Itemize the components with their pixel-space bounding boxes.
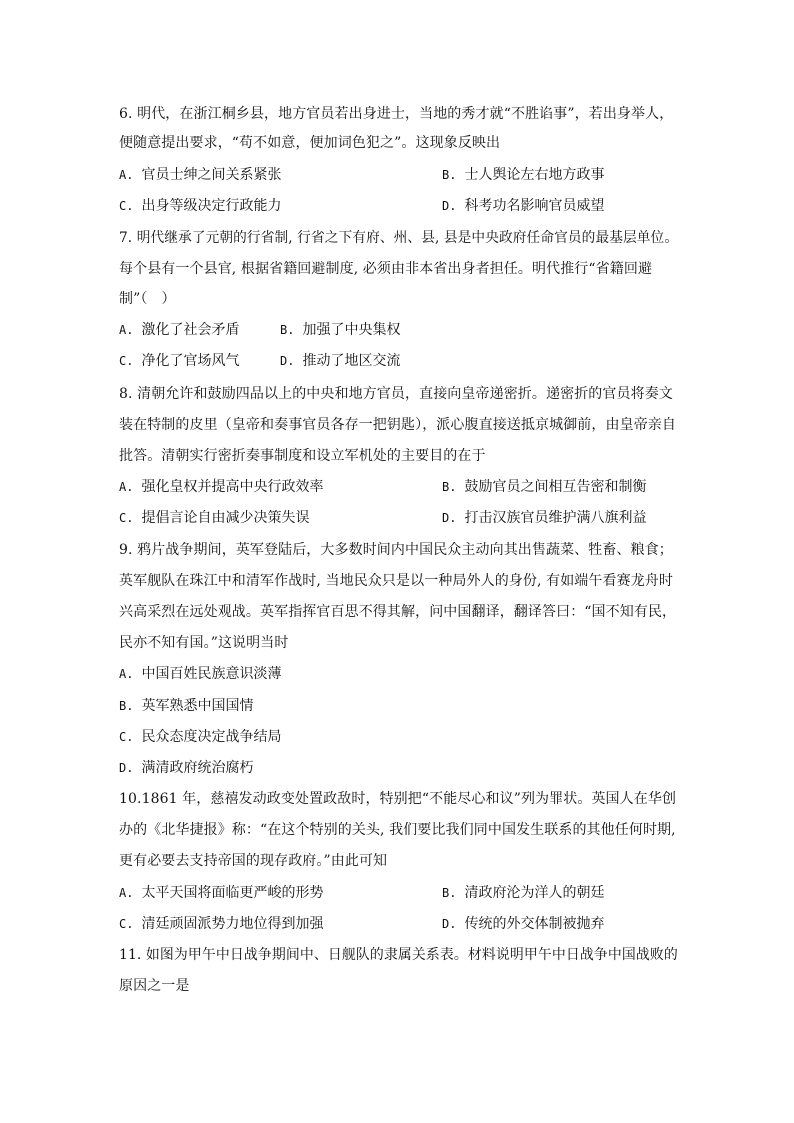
option-key: C. (119, 730, 134, 744)
question-10-line-3: 更有必要去支持帝国的现存政府。”由此可知 (119, 853, 388, 869)
option-key: A. (119, 886, 134, 900)
option-key: C. (119, 354, 134, 368)
option-text: 中国百姓民族意识淡薄 (141, 666, 282, 682)
option-text: 民众态度决定战争结局 (141, 729, 282, 745)
question-9-line-1: 9. 鸦片战争期间，英军登陆后，大多数时间内中国民众主动向其出售蔬菜、牲畜、粮食； (119, 542, 673, 558)
option-text: 官员士绅之间关系紧张 (141, 167, 282, 183)
question-10-option-c (119, 914, 323, 934)
option-text: 士人舆论左右地方政事 (464, 167, 605, 183)
question-6-option-a (119, 165, 281, 185)
question-6-option-b (442, 165, 604, 185)
option-text: 清政府沦为洋人的朝廷 (464, 885, 605, 901)
question-7-line-1: 7. 明代继承了元朝的行省制, 行省之下有府、州、县, 县是中央政府任命官员的最基层单位。 (119, 230, 679, 246)
option-key: A. (119, 168, 134, 182)
option-text: 提倡言论自由减少决策失误 (141, 510, 310, 526)
question-10-option-d (442, 914, 604, 934)
option-text: 净化了官场风气 (141, 353, 240, 369)
option-key: B. (119, 699, 134, 713)
option-key: C. (119, 199, 134, 213)
question-9-option-d (119, 758, 253, 778)
option-key: B. (442, 480, 457, 494)
option-key: D. (442, 917, 457, 931)
option-text: 打击汉族官员维护满八旗利益 (464, 510, 647, 526)
question-11-line-1: 11. 如图为甲午中日战争期间中、日舰队的隶属关系表。材料说明甲午中日战争中国战败的 (119, 947, 678, 963)
question-7-option-d (280, 351, 400, 371)
option-text: 太平天国将面临更严峻的形势 (141, 885, 324, 901)
question-8-line-3: 批答。清朝实行密折奏事制度和设立军机处的主要目的在于 (119, 448, 486, 464)
option-key: B. (280, 323, 295, 337)
question-9-option-b (119, 696, 253, 716)
option-text: 英军熟悉中国国情 (141, 698, 254, 714)
question-7-option-c (119, 351, 239, 371)
option-text: 满清政府统治腐朽 (141, 760, 254, 776)
question-7-option-b (280, 320, 400, 340)
option-key: D. (442, 511, 457, 525)
question-6-option-d (442, 196, 604, 216)
question-8-line-1: 8. 清朝允许和鼓励四品以上的中央和地方官员，直接向皇帝递密折。递密折的官员将奏文 (119, 386, 673, 402)
question-9-line-3: 兴高采烈在远处观战。英军指挥官百思不得其解，问中国翻译，翻译答曰：“国不知有民， (119, 604, 677, 620)
option-key: D. (119, 761, 134, 775)
question-8-line-2: 装在特制的皮里（皇帝和奏事官员各存一把钥匙），派心腹直接送抵京城御前，由皇帝亲自 (119, 417, 676, 433)
question-7-option-a (119, 320, 239, 340)
option-text: 加强了中央集权 (302, 322, 401, 338)
question-8-option-c (119, 508, 309, 528)
option-text: 出身等级决定行政能力 (141, 198, 282, 214)
question-8-option-a (119, 477, 323, 497)
question-10-option-a (119, 883, 323, 903)
option-key: D. (280, 354, 295, 368)
question-6-line-1: 6. 明代，在浙江桐乡县，地方官员若出身进士，当地的秀才就“不胜谄事”，若出身举人， (119, 106, 674, 122)
option-text: 科考功名影响官员威望 (464, 198, 605, 214)
question-10-line-1: 10.1861 年，慈禧发动政变处置政敌时，特别把“不能尽心和议”列为罪状。英国人在华创 (119, 791, 677, 807)
question-9-line-2: 英军舰队在珠江中和清军作战时, 当地民众只是以一种局外人的身份, 有如端午看赛龙舟时 (119, 573, 673, 589)
question-8-option-d (442, 508, 646, 528)
question-10-line-2: 办的《北华捷报》称：“在这个特别的关头, 我们要比我们同中国发生联系的其他任何时期, (119, 822, 676, 838)
question-9-option-a (119, 664, 281, 684)
question-9-option-c (119, 727, 281, 747)
option-key: B. (442, 886, 457, 900)
option-key: B. (442, 168, 457, 182)
option-key: A. (119, 480, 134, 494)
option-text: 激化了社会矛盾 (141, 322, 240, 338)
option-text: 清廷顽固派势力地位得到加强 (141, 916, 324, 932)
option-text: 鼓励官员之间相互告密和制衡 (464, 479, 647, 495)
question-6-line-2: 便随意提出要求，“苟不如意，便加词色犯之”。这现象反映出 (119, 135, 501, 151)
question-6-option-c (119, 196, 281, 216)
question-11-line-2: 原因之一是 (119, 978, 190, 994)
option-text: 强化皇权并提高中央行政效率 (141, 479, 324, 495)
option-key: A. (119, 323, 134, 337)
question-7-line-3: 制”（ ） (119, 291, 176, 307)
option-key: A. (119, 667, 134, 681)
option-key: C. (119, 511, 134, 525)
question-7-line-2: 每个县有一个县官, 根据省籍回避制度, 必须由非本省出身者担任。明代推行“省籍回避 (119, 261, 653, 277)
option-key: D. (442, 199, 457, 213)
option-key: C. (119, 917, 134, 931)
option-text: 推动了地区交流 (302, 353, 401, 369)
option-text: 传统的外交体制被抛弃 (464, 916, 605, 932)
question-8-option-b (442, 477, 646, 497)
question-10-option-b (442, 883, 604, 903)
question-9-line-4: 民亦不知有国。”这说明当时 (119, 635, 289, 651)
